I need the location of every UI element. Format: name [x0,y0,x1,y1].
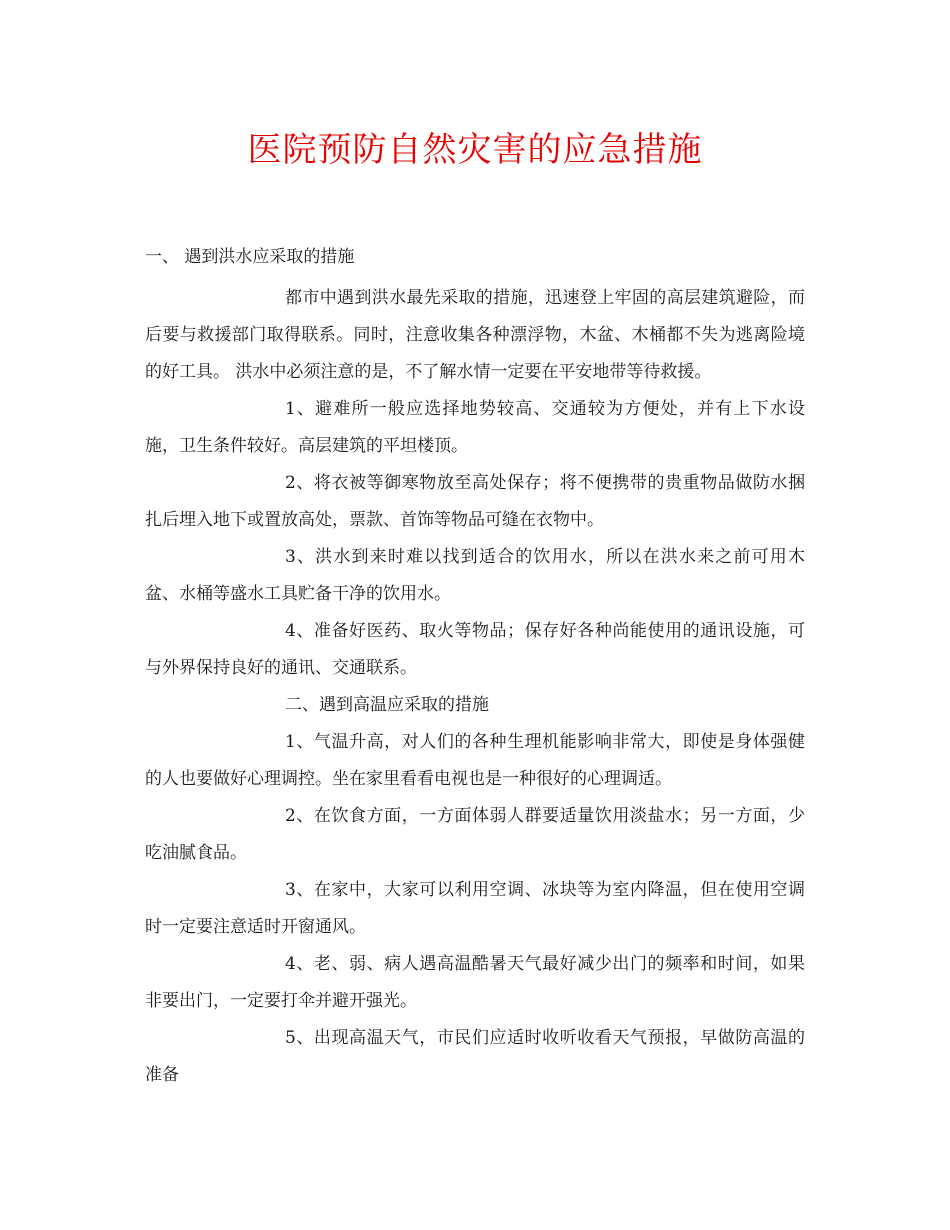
paragraph: 5、出现高温天气，市民们应适时收听收看天气预报，早做防高温的准备 [145,1028,805,1085]
document-body [145,280,805,1094]
paragraph: 2、在饮食方面，一方面体弱人群要适量饮用淡盐水；另一方面，少吃油腻食品。 [145,806,805,863]
paragraph: 3、在家中，大家可以利用空调、冰块等为室内降温，但在使用空调时一定要注意适时开窗通风。 [145,880,805,937]
paragraph: 4、准备好医药、取火等物品；保存好各种尚能使用的通讯设施，可与外界保持良好的通讯、交通联系。 [145,621,805,678]
paragraph: 1、避难所一般应选择地势较高、交通较为方便处，并有上下水设施，卫生条件较好。高层建筑的平坦楼顶。 [145,399,805,456]
paragraph: 4、老、弱、病人遇高温酷暑天气最好减少出门的频率和时间，如果非要出门，一定要打伞并避开强光。 [145,954,805,1011]
paragraph: 都市中遇到洪水最先采取的措施，迅速登上牢固的高层建筑避险，而后要与救援部门取得联系。同时，注意收集各种漂浮物，木盆、木桶都不失为逃离险境的好工具。 洪水中必须注意的是，不了解水情一定要在平安地带等待救援。 [145,288,805,382]
paragraph: 2、将衣被等御寒物放至高处保存；将不便携带的贵重物品做防水捆扎后埋入地下或置放高处，票款、首饰等物品可缝在衣物中。 [145,473,805,530]
paragraph: 3、洪水到来时难以找到适合的饮用水，所以在洪水来之前可用木盆、水桶等盛水工具贮备干净的饮用水。 [145,547,805,604]
section-heading-flood: 一、 遇到洪水应采取的措施 [145,247,355,267]
section-heading-heat: 二、遇到高温应采取的措施 [285,695,489,715]
document-title: 医院预防自然灾害的应急措施 [247,130,703,170]
paragraph: 1、气温升高，对人们的各种生理机能影响非常大，即使是身体强健的人也要做好心理调控。坐在家里看看电视也是一种很好的心理调适。 [145,732,805,789]
